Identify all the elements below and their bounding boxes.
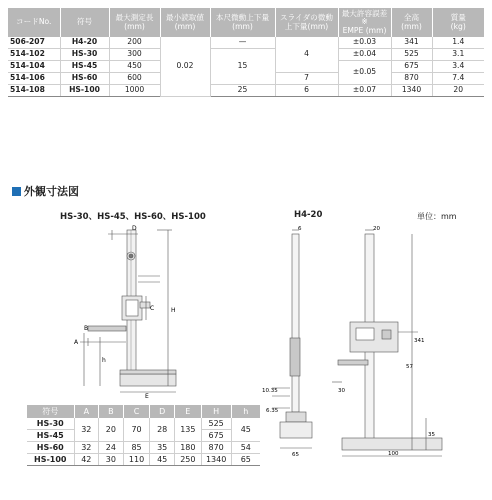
header-mass: 質量 (kg) — [432, 8, 484, 37]
dim-cell-e: 135 — [174, 418, 201, 442]
dim-cell-h-upper: 870 — [201, 442, 231, 454]
dim-cell-model: HS-100 — [27, 454, 74, 466]
cell-height: 341 — [391, 37, 432, 49]
header-max-length: 最大測定長 (mm) — [109, 8, 160, 37]
dim-cell-b: 24 — [99, 442, 124, 454]
label-c: C — [150, 305, 155, 312]
cell-model: HS-30 — [60, 49, 109, 61]
dim-header-b: B — [99, 405, 124, 418]
dim-cell-b: 30 — [99, 454, 124, 466]
dimension-table — [27, 405, 260, 466]
section-title-text: 外観寸法図 — [24, 185, 79, 198]
header-total-height: 全高 (mm) — [391, 8, 432, 37]
header-code: コードNo. — [8, 8, 60, 37]
cell-code: 514-102 — [8, 49, 60, 61]
cell-error: ±0.07 — [338, 85, 391, 97]
cell-length: 600 — [109, 73, 160, 85]
dim-65: 65 — [292, 452, 299, 458]
cell-length: 200 — [109, 37, 160, 49]
cell-code: 514-106 — [8, 73, 60, 85]
label-d: D — [132, 225, 137, 232]
header-max-error: 最大許容誤差※ EMPE (mm) — [338, 8, 391, 37]
header-model: 符号 — [60, 8, 109, 37]
cell-mass: 1.4 — [432, 37, 484, 49]
dim-header-row — [27, 405, 260, 418]
cell-model: HS-45 — [60, 61, 109, 73]
dim-6-35: 6.35 — [266, 408, 279, 414]
cell-length: 1000 — [109, 85, 160, 97]
cell-fine-slider: 6 — [275, 85, 338, 97]
cell-error: ±0.03 — [338, 37, 391, 49]
section-title — [12, 183, 79, 199]
label-b: B — [84, 325, 89, 332]
label-h-lower: h — [102, 357, 106, 364]
dim-row — [27, 442, 260, 454]
dim-header-model: 符号 — [27, 405, 74, 418]
dim-header-h-lower: h — [231, 405, 260, 418]
dim-cell-c: 85 — [123, 442, 150, 454]
dim-header-h-upper: H — [201, 405, 231, 418]
dim-10-35: 10.35 — [262, 388, 278, 394]
dim-row — [27, 454, 260, 466]
dim-cell-model: HS-30 — [27, 418, 74, 430]
dim-35: 35 — [428, 432, 435, 438]
cell-length: 450 — [109, 61, 160, 73]
diagram-right-title: H4-20 — [294, 210, 323, 220]
cell-error: ±0.04 — [338, 49, 391, 61]
dim-30: 30 — [338, 388, 345, 394]
dim-cell-c: 70 — [123, 418, 150, 442]
cell-min-reading: 0.02 — [160, 37, 210, 97]
label-a: A — [74, 339, 79, 346]
header-fine-main: 本尺微動上下量 (mm) — [210, 8, 275, 37]
dim-cell-a: 32 — [74, 442, 99, 454]
cell-code: 514-104 — [8, 61, 60, 73]
cell-height: 675 — [391, 61, 432, 73]
cell-mass: 3.1 — [432, 49, 484, 61]
cell-height: 525 — [391, 49, 432, 61]
dim-cell-b: 20 — [99, 418, 124, 442]
spec-row — [8, 85, 484, 97]
cell-height: 870 — [391, 73, 432, 85]
diagram-left-title: HS-30、HS-45、HS-60、HS-100 — [60, 212, 206, 222]
cell-code: 514-108 — [8, 85, 60, 97]
cell-model: HS-60 — [60, 73, 109, 85]
dim-header-e: E — [174, 405, 201, 418]
dim-20: 20 — [373, 226, 380, 232]
dim-cell-d: 45 — [150, 454, 175, 466]
cell-fine-main: 25 — [210, 85, 275, 97]
label-e: E — [145, 393, 149, 400]
cell-length: 300 — [109, 49, 160, 61]
cell-mass: 20 — [432, 85, 484, 97]
dim-cell-model: HS-45 — [27, 430, 74, 442]
dim-cell-a: 42 — [74, 454, 99, 466]
header-fine-slider: スライダの微動 上下量(mm) — [275, 8, 338, 37]
section-square-icon — [12, 187, 21, 196]
dim-cell-d: 35 — [150, 442, 175, 454]
dim-100: 100 — [388, 451, 399, 457]
dim-cell-a: 32 — [74, 418, 99, 442]
cell-mass: 7.4 — [432, 73, 484, 85]
dim-cell-h-upper: 1340 — [201, 454, 231, 466]
spec-table — [8, 8, 484, 97]
height-gage-h4-20-drawing — [262, 222, 487, 460]
cell-code: 506-207 — [8, 37, 60, 49]
spec-header-row — [8, 8, 484, 37]
cell-model: HS-100 — [60, 85, 109, 97]
cell-model: H4-20 — [60, 37, 109, 49]
label-h-upper: H — [171, 307, 176, 314]
dim-header-a: A — [74, 405, 99, 418]
cell-mass: 3.4 — [432, 61, 484, 73]
dim-cell-h-lower: 65 — [231, 454, 260, 466]
dim-57: 57 — [406, 364, 413, 370]
cell-fine-main: — — [210, 37, 275, 49]
dim-cell-h-lower: 45 — [231, 418, 260, 442]
dim-cell-c: 110 — [123, 454, 150, 466]
cell-fine-main: 15 — [210, 49, 275, 85]
dim-cell-h-upper: 675 — [201, 430, 231, 442]
unit-label: 単位：mm — [417, 212, 457, 221]
cell-height: 1340 — [391, 85, 432, 97]
dim-cell-model: HS-60 — [27, 442, 74, 454]
spec-row — [8, 49, 484, 61]
dim-cell-h-upper: 525 — [201, 418, 231, 430]
dim-cell-e: 180 — [174, 442, 201, 454]
dim-cell-d: 28 — [150, 418, 175, 442]
dim-cell-e: 250 — [174, 454, 201, 466]
dim-341: 341 — [414, 338, 425, 344]
height-gage-hs-drawing — [60, 222, 200, 402]
cell-fine-slider: 7 — [275, 73, 338, 85]
dim-6-top: 6 — [298, 226, 302, 232]
cell-fine-slider: 4 — [275, 37, 338, 73]
dim-header-d: D — [150, 405, 175, 418]
cell-error: ±0.05 — [338, 61, 391, 85]
header-min-reading: 最小読取値 (mm) — [160, 8, 210, 37]
dim-row — [27, 418, 260, 430]
dim-header-c: C — [123, 405, 150, 418]
dim-cell-h-lower: 54 — [231, 442, 260, 454]
spec-row — [8, 37, 484, 49]
